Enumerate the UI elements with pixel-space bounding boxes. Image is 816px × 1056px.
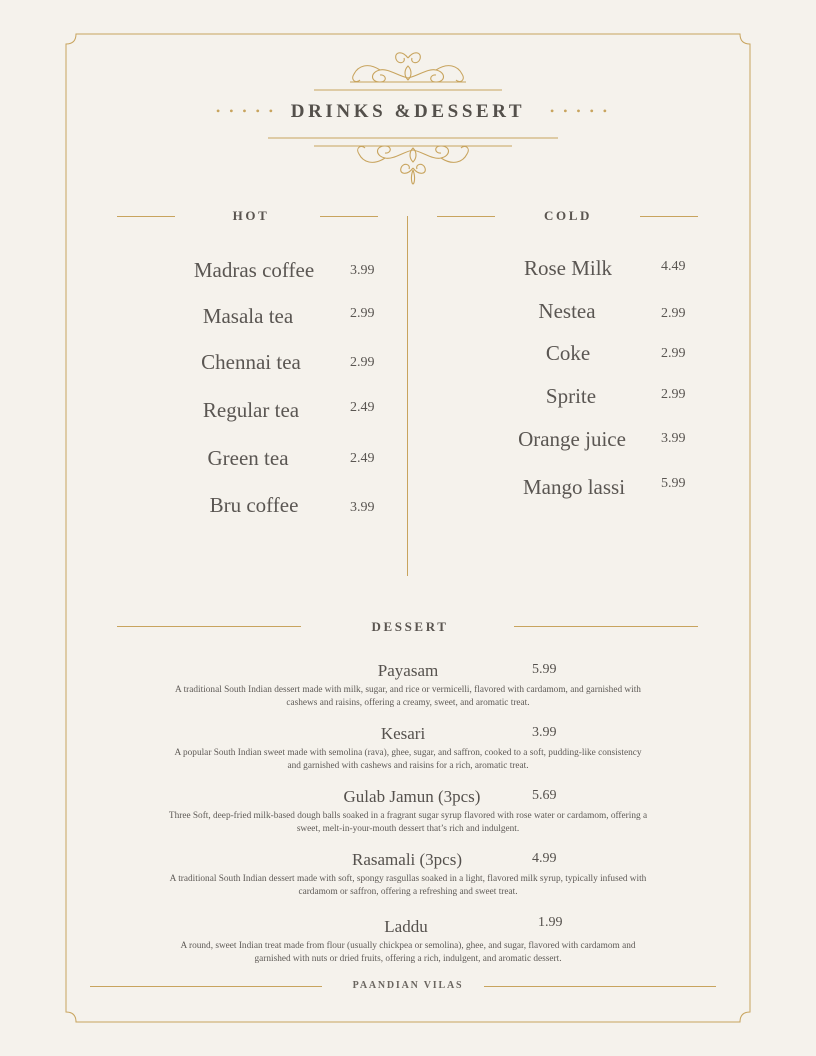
- cold-rule-left: [437, 216, 495, 217]
- cold-item-price: 2.99: [661, 306, 686, 321]
- footer-rule-left: [90, 986, 322, 987]
- hot-item-name: Regular tea: [202, 398, 300, 422]
- cold-item-price: 2.99: [661, 387, 686, 402]
- dessert-item-price: 5.99: [532, 662, 557, 677]
- footer-brand: PAANDIAN VILAS: [352, 980, 464, 991]
- hot-item-name: Madras coffee: [193, 258, 315, 282]
- hot-item-name: Chennai tea: [201, 350, 301, 374]
- hot-item-price: 3.99: [350, 500, 375, 515]
- cold-item-name: Sprite: [545, 384, 597, 408]
- hot-item-name: Bru coffee: [209, 493, 299, 517]
- dessert-item-name: Rasamali (3pcs): [352, 850, 462, 869]
- cold-item-name: Mango lassi: [522, 475, 626, 499]
- cold-item-name: Nestea: [538, 299, 596, 323]
- dessert-item-description: Three Soft, deep-fried milk-based dough balls soaked in a fragrant sugar syrup flavored with rose water or cardamom, offering a sweet, melt-in-your-mouth dessert that’s rich and indulgent.: [168, 811, 648, 834]
- dessert-item-description: A traditional South Indian dessert made with soft, spongy rasgullas soaked in a light, flavored milk syrup, typically infused with cardamom or saffron, offering a refreshing and sweet treat.: [169, 874, 647, 897]
- dessert-item-price: 4.99: [532, 851, 557, 866]
- cold-item-price: 3.99: [661, 431, 686, 446]
- hot-item-price: 2.99: [350, 355, 375, 370]
- top-flourish-ornament: [310, 48, 506, 94]
- dessert-item-name: Kesari: [380, 724, 426, 743]
- cold-item-name: Coke: [545, 341, 591, 365]
- cold-item-name: Rose Milk: [523, 256, 613, 280]
- hot-item-price: 3.99: [350, 263, 375, 278]
- hot-rule-left: [117, 216, 175, 217]
- hot-item-price: 2.49: [350, 400, 375, 415]
- hot-item-price: 2.49: [350, 451, 375, 466]
- dessert-item-description: A round, sweet Indian treat made from flour (usually chickpea or semolina), ghee, and sugar, flavored with cardamom and garnished with nuts or dried fruits, offering a rich, indulgent, and aromatic dessert.: [180, 941, 636, 964]
- dessert-heading: DESSERT: [371, 619, 449, 634]
- cold-item-price: 5.99: [661, 476, 686, 491]
- dessert-rule-left: [117, 626, 301, 627]
- hot-rule-right: [320, 216, 378, 217]
- dessert-item-price: 3.99: [532, 725, 557, 740]
- dessert-item-description: A traditional South Indian dessert made with milk, sugar, and rice or vermicelli, flavored with cardamom, and garnished with cashews and raisins, offering a creamy, sweet, and aromatic treat.: [175, 685, 641, 708]
- dessert-item-price: 5.69: [532, 788, 557, 803]
- dessert-item-description: A popular South Indian sweet made with semolina (rava), ghee, sugar, and saffron, cooked to a soft, pudding-like consistency and garnished with cashews and raisins for a rich, aromatic treat.: [174, 748, 642, 771]
- footer-rule-right: [484, 986, 716, 987]
- dessert-rule-right: [514, 626, 698, 627]
- cold-item-name: Orange juice: [518, 427, 626, 451]
- cold-item-price: 4.49: [661, 259, 686, 274]
- cold-heading: COLD: [544, 208, 592, 223]
- hot-item-price: 2.99: [350, 306, 375, 321]
- dessert-item-price: 1.99: [538, 915, 563, 930]
- dessert-item-name: Laddu: [384, 917, 428, 936]
- cold-item-price: 2.99: [661, 346, 686, 361]
- hot-heading: HOT: [232, 208, 270, 223]
- title-dots-right: • • • • •: [550, 104, 611, 118]
- page-title: DRINKS &DESSERT: [290, 101, 526, 122]
- hot-item-name: Green tea: [207, 446, 289, 470]
- title-dots-left: • • • • •: [216, 104, 277, 118]
- dessert-item-name: Payasam: [377, 661, 439, 680]
- hot-item-name: Masala tea: [202, 304, 294, 328]
- column-divider: [407, 216, 408, 576]
- cold-rule-right: [640, 216, 698, 217]
- dessert-item-name: Gulab Jamun (3pcs): [343, 787, 481, 806]
- bottom-flourish-ornament: [268, 134, 558, 186]
